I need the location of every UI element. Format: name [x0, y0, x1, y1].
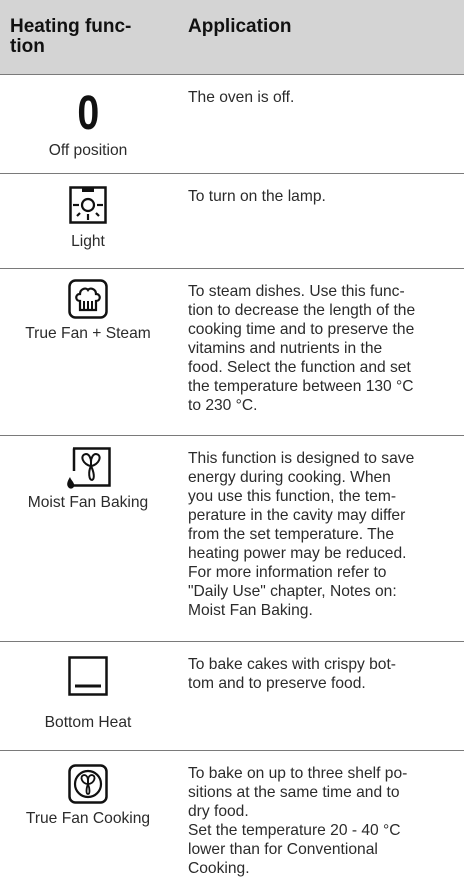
- table-row: [0, 269, 464, 436]
- application-line: tion to decrease the length of the: [188, 302, 416, 319]
- application-cell: [176, 436, 464, 641]
- application-line: Moist Fan Baking.: [188, 602, 313, 619]
- table-row: [0, 436, 464, 642]
- function-cell: [0, 642, 176, 750]
- application-line: Cooking.: [188, 860, 250, 877]
- steam-fan-icon: [68, 279, 108, 319]
- function-name: Bottom Heat: [44, 714, 132, 731]
- application-line: For more information refer to: [188, 564, 387, 581]
- application-line: vitamins and nutrients in the: [188, 340, 383, 357]
- function-name: True Fan + Steam: [25, 325, 151, 342]
- application-cell: [176, 269, 464, 435]
- application-line: This function is designed to save: [188, 450, 415, 467]
- function-cell: [0, 751, 176, 883]
- table-header: [0, 0, 464, 75]
- application-line: energy during cooking. When: [188, 469, 391, 486]
- header-application: Application: [188, 16, 292, 37]
- function-name: True Fan Cooking: [25, 810, 151, 827]
- function-cell: [0, 174, 176, 268]
- application-line: perature in the cavity may differ: [188, 507, 406, 524]
- application-line: lower than for Conventional: [188, 841, 378, 858]
- application-line: To steam dishes. Use this func-: [188, 283, 405, 300]
- application-line: The oven is off.: [188, 89, 295, 106]
- function-cell: [0, 436, 176, 641]
- application-line: dry food.: [188, 803, 249, 820]
- application-line: to 230 °C.: [188, 397, 258, 414]
- function-cell: [0, 75, 176, 173]
- true-fan-icon: [68, 764, 108, 804]
- application-line: from the set temperature. The: [188, 526, 394, 543]
- application-line: "Daily Use" chapter, Notes on:: [188, 583, 397, 600]
- function-name: Off position: [48, 142, 128, 159]
- application-line: To turn on the lamp.: [188, 188, 326, 205]
- function-name: Moist Fan Baking: [27, 494, 149, 511]
- application-line: the temperature between 130 °C: [188, 378, 414, 395]
- lamp-icon: [69, 186, 107, 224]
- application-cell: [176, 642, 464, 750]
- table-row: [0, 642, 464, 751]
- header-heating-function-text: Heating func- tion: [10, 16, 132, 57]
- table-row: [0, 751, 464, 883]
- table-row: [0, 174, 464, 269]
- application-cell: [176, 174, 464, 268]
- application-cell: [176, 75, 464, 173]
- application-line: tom and to preserve food.: [188, 675, 366, 692]
- application-cell: [176, 751, 464, 883]
- application-line: heating power may be reduced.: [188, 545, 407, 562]
- application-line: food. Select the function and set: [188, 359, 411, 376]
- function-name: Light: [71, 233, 105, 250]
- bottom-heat-icon: [68, 656, 108, 696]
- zero-digit-icon: 0: [77, 87, 99, 140]
- application-line: you use this function, the tem-: [188, 488, 397, 505]
- application-line: cooking time and to preserve the: [188, 321, 415, 338]
- header-heating-function: [0, 0, 176, 74]
- application-line: Set the temperature 20 - 40 °C: [188, 822, 401, 839]
- moist-fan-icon: [65, 447, 111, 491]
- application-line: To bake cakes with crispy bot-: [188, 656, 397, 673]
- application-line: To bake on up to three shelf po-: [188, 765, 408, 782]
- table-row: [0, 75, 464, 174]
- application-line: sitions at the same time and to: [188, 784, 400, 801]
- function-cell: [0, 269, 176, 435]
